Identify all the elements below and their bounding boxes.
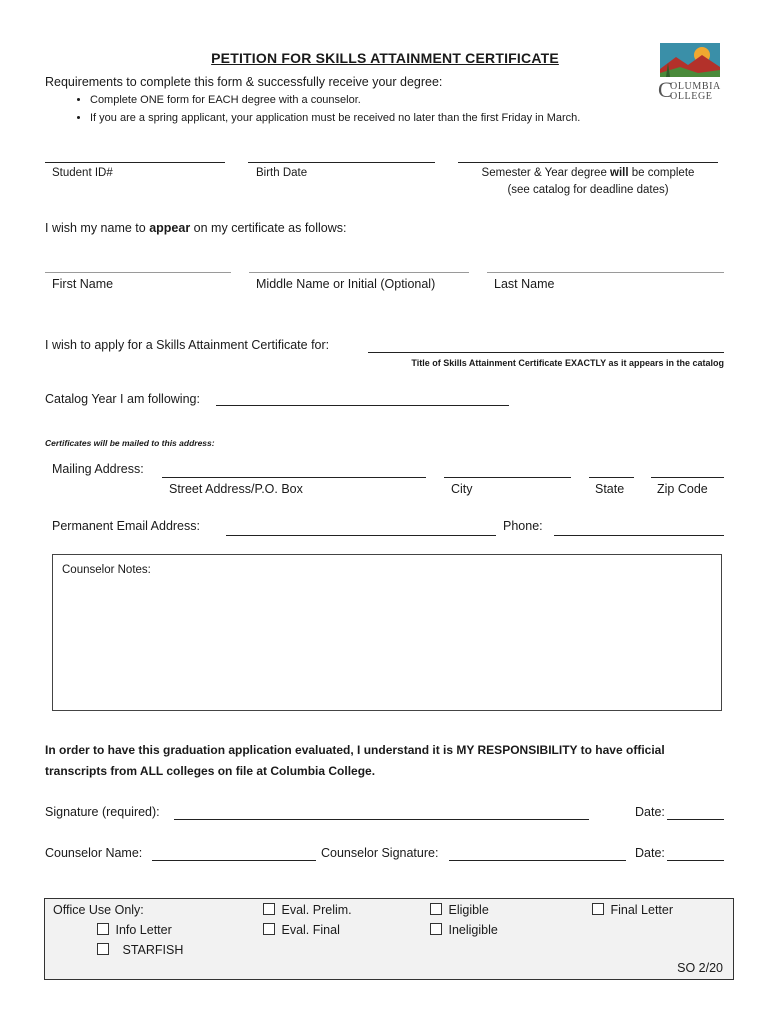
catalog-year-label: Catalog Year I am following: — [45, 392, 200, 406]
responsibility-line-2: transcripts from ALL colleges on file at Columbia College. — [45, 764, 376, 778]
eligible-checkbox[interactable] — [430, 903, 442, 915]
starfish-checkbox[interactable] — [97, 943, 109, 955]
counselor-date-label: Date: — [635, 846, 665, 860]
semester-label — [458, 167, 718, 179]
info-letter-checkbox[interactable] — [97, 923, 109, 935]
city-label: City — [451, 482, 473, 496]
street-line[interactable] — [162, 477, 426, 478]
final-letter-option — [592, 903, 673, 917]
ineligible-option — [430, 923, 498, 937]
signature-line[interactable] — [174, 819, 589, 820]
counselor-notes-box[interactable] — [52, 554, 722, 711]
first-name-line[interactable] — [45, 272, 231, 273]
page-title: PETITION FOR SKILLS ATTAINMENT CERTIFICATE — [211, 50, 559, 66]
eval-final-option — [263, 923, 340, 937]
apply-label: I wish to apply for a Skills Attainment Certificate for: — [45, 338, 330, 352]
last-name-label: Last Name — [494, 277, 555, 291]
requirements-intro: Requirements to complete this form & successfully receive your degree: — [45, 75, 443, 89]
logo-line2: OLLEGE — [670, 91, 713, 102]
certificate-title-line[interactable] — [368, 352, 724, 353]
certificate-title-note: Title of Skills Attainment Certificate EXACTLY as it appears in the catalog — [411, 358, 724, 368]
counselor-signature-line[interactable] — [449, 860, 626, 861]
counselor-signature-label: Counselor Signature: — [321, 846, 439, 860]
street-label: Street Address/P.O. Box — [169, 482, 303, 496]
city-line[interactable] — [444, 477, 571, 478]
info-letter-label: Info Letter — [115, 923, 172, 937]
signature-date-label: Date: — [635, 805, 665, 819]
final-letter-checkbox[interactable] — [592, 903, 604, 915]
name-intro-prefix: I wish my name to — [45, 221, 150, 235]
first-name-label: First Name — [52, 277, 114, 291]
counselor-date-line[interactable] — [667, 860, 724, 861]
semester-label-prefix: Semester & Year degree — [481, 167, 611, 179]
office-use-box — [44, 898, 734, 980]
eval-prelim-checkbox[interactable] — [263, 903, 275, 915]
starfish-option — [97, 943, 183, 957]
requirements-list — [70, 94, 580, 130]
middle-name-label: Middle Name or Initial (Optional) — [256, 277, 436, 291]
phone-line[interactable] — [554, 535, 724, 536]
name-intro-suffix: on my certificate as follows: — [190, 221, 347, 235]
mailing-address-label: Mailing Address: — [52, 462, 144, 476]
last-name-line[interactable] — [487, 272, 724, 273]
zip-label: Zip Code — [657, 482, 708, 496]
name-intro-bold: appear — [149, 221, 191, 235]
office-use-label: Office Use Only: — [53, 903, 144, 917]
eligible-label: Eligible — [448, 903, 489, 917]
state-line[interactable] — [589, 477, 634, 478]
info-letter-option — [97, 923, 172, 937]
semester-label-bold: will — [610, 167, 629, 179]
birth-date-label: Birth Date — [256, 167, 308, 179]
counselor-notes-label: Counselor Notes: — [62, 564, 151, 576]
logo-initial: C — [658, 77, 673, 102]
zip-line[interactable] — [651, 477, 724, 478]
signature-date-line[interactable] — [667, 819, 724, 820]
logo-line1: OLUMBIA — [670, 81, 721, 92]
eval-final-label: Eval. Final — [281, 923, 340, 937]
requirement-item: • If you are a spring applicant, your application must be received no later than the first Friday in March. — [90, 112, 580, 124]
responsibility-line-1: In order to have this graduation application evaluated, I understand it is MY RESPONSIBILITY to have official — [45, 743, 665, 757]
eval-prelim-option — [263, 903, 352, 917]
phone-label: Phone: — [503, 519, 543, 533]
birth-date-line[interactable] — [248, 162, 435, 163]
ineligible-checkbox[interactable] — [430, 923, 442, 935]
eval-final-checkbox[interactable] — [263, 923, 275, 935]
semester-line[interactable] — [458, 162, 718, 163]
ineligible-label: Ineligible — [448, 923, 498, 937]
signature-label: Signature (required): — [45, 805, 160, 819]
semester-note: (see catalog for deadline dates) — [507, 184, 669, 196]
eligible-option — [430, 903, 489, 917]
counselor-name-line[interactable] — [152, 860, 316, 861]
email-line[interactable] — [226, 535, 496, 536]
email-label: Permanent Email Address: — [52, 519, 200, 533]
counselor-name-label: Counselor Name: — [45, 846, 143, 860]
requirement-item: • Complete ONE form for EACH degree with a counselor. — [90, 94, 580, 106]
catalog-year-line[interactable] — [216, 405, 509, 406]
state-label: State — [595, 482, 625, 496]
final-letter-label: Final Letter — [610, 903, 674, 917]
middle-name-line[interactable] — [249, 272, 469, 273]
college-logo — [658, 43, 722, 103]
form-code: SO 2/20 — [677, 961, 723, 975]
mailed-note: Certificates will be mailed to this address: — [45, 438, 215, 448]
eval-prelim-label: Eval. Prelim. — [281, 903, 352, 917]
student-id-label: Student ID# — [52, 167, 113, 179]
semester-label-suffix: be complete — [628, 167, 695, 179]
student-id-line[interactable] — [45, 162, 225, 163]
starfish-label: STARFISH — [122, 943, 184, 957]
logo-emblem-icon — [658, 43, 722, 79]
name-intro — [45, 221, 347, 235]
